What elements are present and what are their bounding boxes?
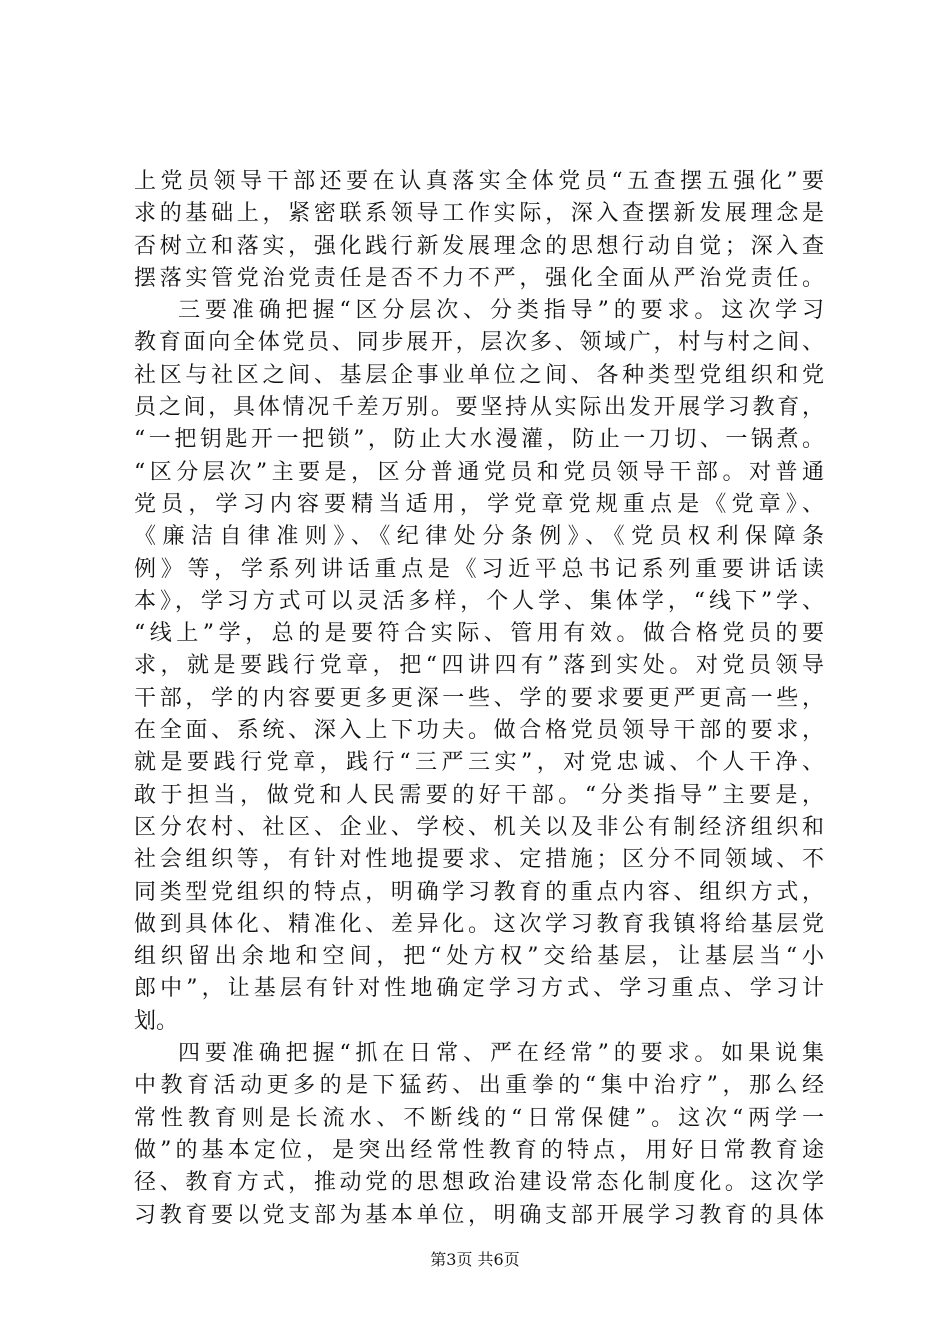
text-line: 本》，学习方式可以灵活多样，个人学、集体学，“线下”学、 [134,588,824,614]
text-line: 中教育活动更多的是下猛药、出重拳的“集中治疗”，那么经 [134,1073,824,1099]
text-line: 三要准确把握“区分层次、分类指导”的要求。这次学习 [178,298,824,324]
text-line: 例》等，学系列讲话重点是《习近平总书记系列重要讲话读 [134,556,824,582]
text-line: 干部，学的内容要更多更深一些、学的要求要更严更高一些， [134,685,824,711]
text-line: 敢于担当，做党和人民需要的好干部。“分类指导”主要是， [134,782,824,808]
text-line: 划。 [134,1008,179,1034]
text-line: 教育面向全体党员、同步展开，层次多、领域广，村与村之间、 [134,330,824,356]
text-line: 员之间，具体情况千差万别。要坚持从实际出发开展学习教育， [134,395,824,421]
text-line: 做到具体化、精准化、差异化。这次学习教育我镇将给基层党 [134,911,824,937]
text-line: 社会组织等，有针对性地提要求、定措施；区分不同领域、不 [134,847,824,873]
page-footer [0,1247,950,1270]
text-line: 上党员领导干部还要在认真落实全体党员“五查摆五强化”要 [134,169,824,194]
page-number-label: 第3页 共6页 [430,1250,520,1269]
text-line: 社区与社区之间、基层企事业单位之间、各种类型党组织和党 [134,362,824,388]
text-line: 四要准确把握“抓在日常、严在经常”的要求。如果说集 [178,1041,824,1067]
body-text [134,166,824,1232]
text-line: 习教育要以党支部为基本单位，明确支部开展学习教育的具体 [134,1202,824,1228]
text-line: “一把钥匙开一把锁”，防止大水漫灌，防止一刀切、一锅煮。 [134,427,824,453]
text-line: “区分层次”主要是，区分普通党员和党员领导干部。对普通 [134,459,824,485]
text-line: 就是要践行党章，践行“三严三实”，对党忠诚、个人干净、 [134,750,824,776]
text-line: “线上”学，总的是要符合实际、管用有效。做合格党员的要 [134,621,824,647]
text-line: 在全面、系统、深入上下功夫。做合格党员领导干部的要求， [134,718,824,744]
text-line: 做”的基本定位，是突出经常性教育的特点，用好日常教育途 [134,1137,824,1163]
text-line: 郎中”，让基层有针对性地确定学习方式、学习重点、学习计 [134,976,824,1002]
text-line: 径、教育方式，推动党的思想政治建设常态化制度化。这次学 [134,1170,824,1196]
text-line: 《廉洁自律准则》、《纪律处分条例》、《党员权利保障条 [134,524,824,550]
text-line: 摆落实管党治党责任是否不力不严，强化全面从严治党责任。 [134,265,824,291]
text-line: 否树立和落实，强化践行新发展理念的思想行动自觉；深入查 [134,233,824,259]
text-line: 同类型党组织的特点，明确学习教育的重点内容、组织方式， [134,879,824,905]
text-line: 区分农村、社区、企业、学校、机关以及非公有制经济组织和 [134,814,824,840]
text-line: 求的基础上，紧密联系领导工作实际，深入查摆新发展理念是 [134,201,824,227]
text-line: 常性教育则是长流水、不断线的“日常保健”。这次“两学一 [134,1105,824,1131]
text-line: 求，就是要践行党章，把“四讲四有”落到实处。对党员领导 [134,653,824,679]
text-line: 组织留出余地和空间，把“处方权”交给基层，让基层当“小 [134,944,824,970]
text-line: 党员，学习内容要精当适用，学党章党规重点是《党章》、 [134,491,824,517]
